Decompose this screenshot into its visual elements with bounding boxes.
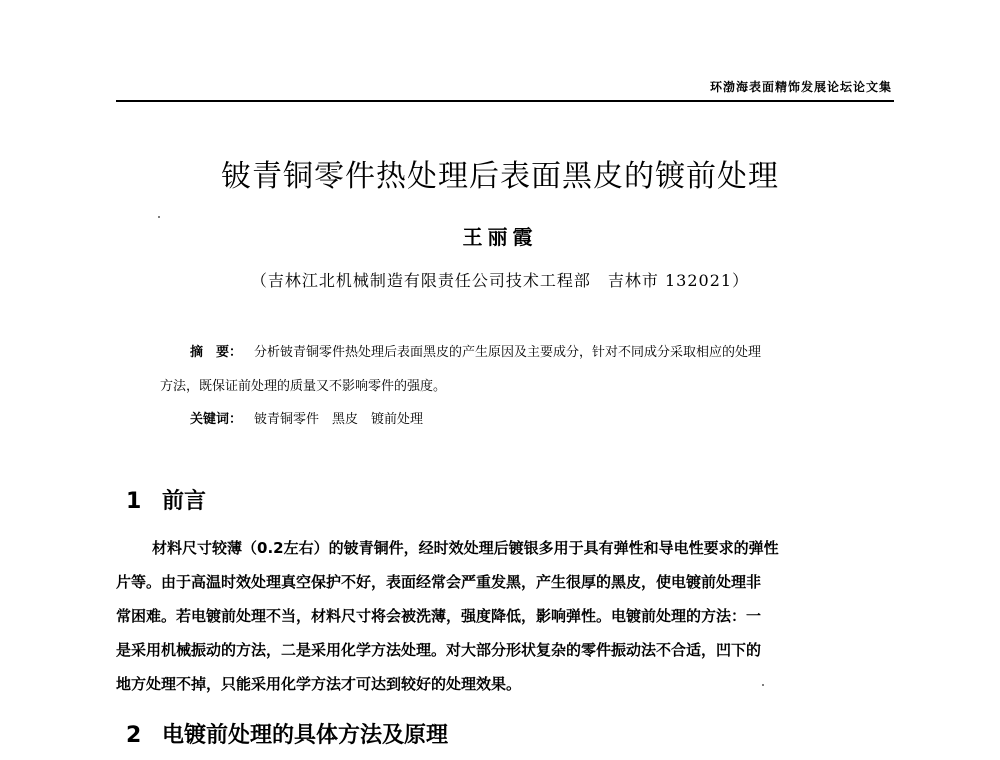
keywords-line <box>190 408 423 427</box>
body-line: 地方处理不掉，只能采用化学方法才可达到较好的处理效果。 <box>116 675 522 693</box>
body-line: 是采用机械振动的方法，二是采用化学方法处理。对大部分形状复杂的零件振动法不合适，凹下的 <box>116 641 762 659</box>
section-title: 电镀前处理的具体方法及原理 <box>162 723 449 748</box>
author-affiliation: （吉林江北机械制造有限责任公司技术工程部 吉林市 132021） <box>250 271 750 290</box>
paper-title: 铍青铜零件热处理后表面黑皮的镀前处理 <box>221 159 779 194</box>
author-name: 王丽霞 <box>462 225 538 249</box>
scan-speck <box>762 684 764 686</box>
keywords-label: 关键词： <box>190 412 243 427</box>
section-title: 前言 <box>162 489 207 514</box>
section-number: 2 <box>126 723 142 748</box>
scan-speck <box>158 216 160 218</box>
body-line: 材料尺寸较薄（0.2左右）的铍青铜件，经时效处理后镀银多用于具有弹性和导电性要求的弹性 <box>152 539 779 557</box>
section-heading-1 <box>126 484 206 515</box>
abstract-text-1: 分析铍青铜零件热处理后表面黑皮的产生原因及主要成分，针对不同成分采取相应的处理 <box>254 345 762 360</box>
keywords-text: 铍青铜零件 黑皮 镀前处理 <box>254 412 424 427</box>
body-line: 片等。由于高温时效处理真空保护不好，表面经常会严重发黑，产生很厚的黑皮，使电镀前处理非 <box>116 573 762 591</box>
abstract-line-2 <box>160 375 446 394</box>
abstract-label: 摘 要： <box>190 345 243 360</box>
header-rule <box>116 100 894 102</box>
section-heading-2 <box>126 718 448 749</box>
abstract-text-2: 方法，既保证前处理的质量又不影响零件的强度。 <box>160 379 447 394</box>
body-line: 常困难。若电镀前处理不当，材料尺寸将会被洗薄，强度降低，影响弹性。电镀前处理的方法：一 <box>116 607 762 625</box>
section-number: 1 <box>126 489 142 514</box>
running-header: 环渤海表面精饰发展论坛论文集 <box>709 80 892 94</box>
abstract-line-1 <box>190 341 761 360</box>
